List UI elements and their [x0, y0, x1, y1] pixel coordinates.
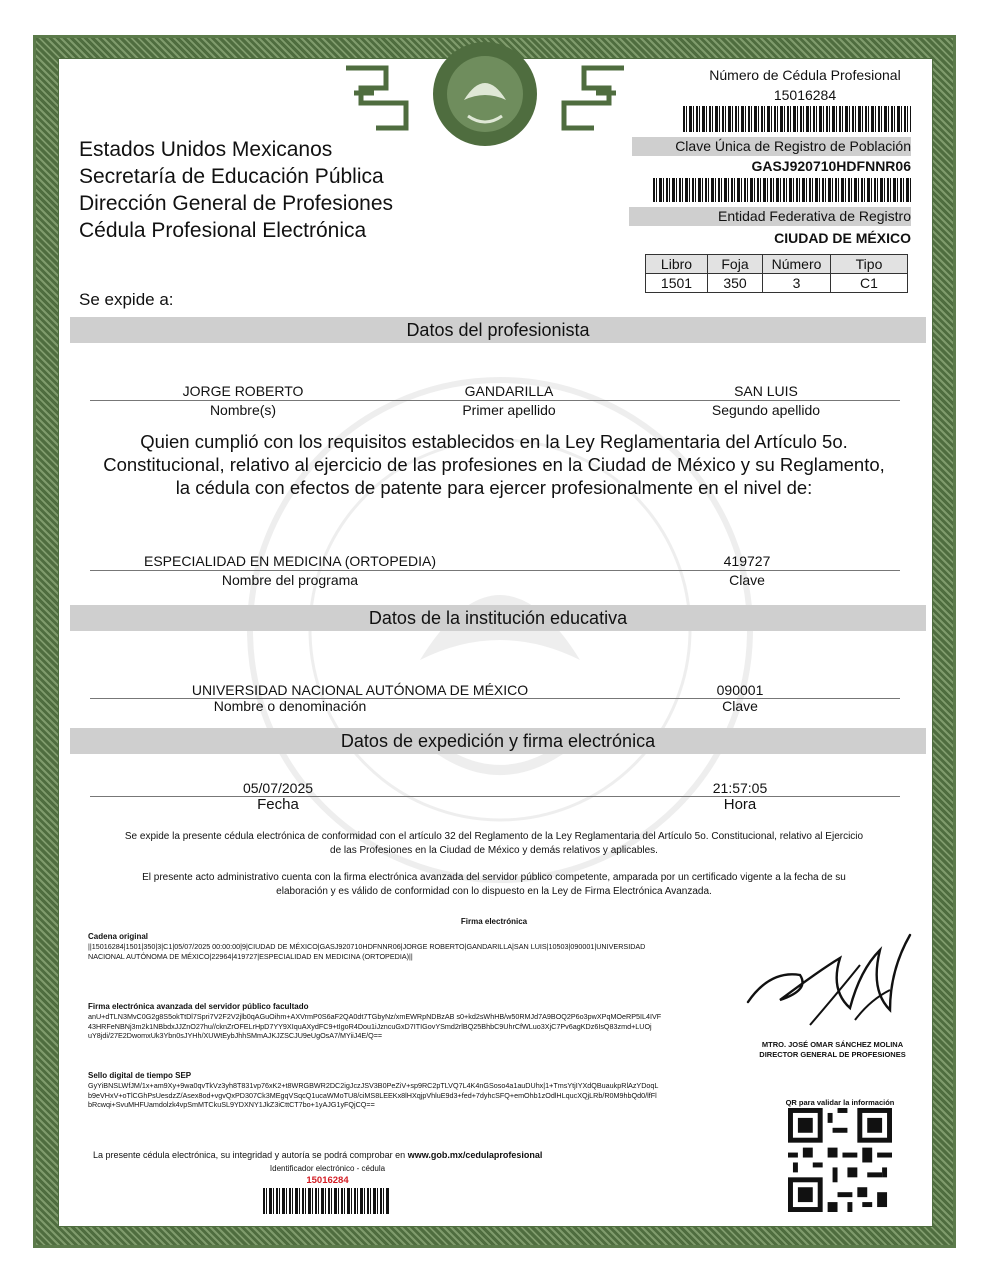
- avanzada-label: Firma electrónica avanzada del servidor público facultado: [88, 1002, 309, 1011]
- requisitos-line: Quien cumplió con los requisitos establecidos en la Ley Reglamentaria del Artículo 5o.: [140, 431, 848, 452]
- divider: [90, 570, 900, 571]
- firma-avanzada: [88, 1012, 738, 1041]
- institucion-label: Nombre o denominación: [213, 698, 367, 714]
- curp-barcode: [653, 178, 911, 202]
- table-cell-numero: 3: [763, 274, 831, 293]
- header-titles: [79, 136, 393, 244]
- curp-value: GASJ920710HDFNNR06: [751, 158, 911, 174]
- cadena-label: Cadena original: [88, 932, 149, 941]
- cedula-barcode: [683, 106, 911, 132]
- nombre-label: Nombre(s): [209, 402, 277, 418]
- cadena-original: [88, 942, 728, 961]
- requisitos-text: [60, 430, 928, 499]
- nombre-value: JORGE ROBERTO: [182, 383, 304, 399]
- entity-label: Entidad Federativa de Registro: [629, 207, 911, 226]
- header-line-document-type: Cédula Profesional Electrónica: [79, 219, 367, 242]
- legal-line: elaboración y es válido de conformidad con lo dispuesto en la Ley de Firma Electrónica Avanzada.: [276, 885, 712, 897]
- section-expedicion: Datos de expedición y firma electrónica: [70, 728, 926, 754]
- signer-title: DIRECTOR GENERAL DE PROFESIONES: [759, 1050, 906, 1059]
- header-line-directorate: Dirección General de Profesiones: [79, 192, 393, 215]
- verify-prefix: La presente cédula electrónica, su integridad y autoría se podrá comprobar en: [93, 1150, 406, 1160]
- verify-text: [93, 1150, 542, 1160]
- sello-digital: [88, 1081, 738, 1110]
- sello-line: b9eVHxV+oTlCGhPsUesdzZ/Asex8od+vgvQxPD307Ck3MEgqVSqcQ1ucaWMoTU8/ciMS8LEEKx8lHXqjpVhluE9d3+fed+7dyhcSFQ+emOhb1zOdlHLqucXQjLRb/R0M9hbQd0/lfFl: [88, 1090, 657, 1100]
- legal-line: de las Profesiones en la Ciudad de México y demás relativos y aplicables.: [330, 844, 658, 856]
- qr-label: QR para validar la información: [785, 1098, 895, 1107]
- signer-block: [740, 1040, 925, 1060]
- requisitos-line: Constitucional, relativo al ejercicio de las profesiones en la Ciudad de México y su Reglamento,: [103, 454, 885, 475]
- sello-line: bRcwqi+SvuMHFUamdolzk4vpSmMTCkuSL9YDXNY1JkZ3iCttCT7bo+1yAJG1yFQjCQ==: [88, 1100, 375, 1110]
- signer-name: MTRO. JOSÉ OMAR SÁNCHEZ MOLINA: [761, 1040, 904, 1049]
- firma-line: 43HRFeNBNj3m2k1NBbdxJJZnO27hu//cknZrOFELrHpD7YY9XIquAXydFC9+tIgoR4Dou1iJzncuGxD7ITIGovYSmd2rlBQ25BhbC9UhrCfWLuo3XjC7Pv6agKDz6IsQ83zmd+LUOj: [88, 1021, 652, 1031]
- table-header-numero: Número: [763, 255, 831, 274]
- se-expide-label: Se expide a:: [79, 290, 174, 309]
- table-cell-tipo: C1: [831, 274, 908, 293]
- table-header-foja: Foja: [708, 255, 763, 274]
- fecha-value: 05/07/2025: [242, 780, 314, 796]
- cedula-number: 15016284: [773, 87, 837, 103]
- primer-apellido-label: Primer apellido: [462, 402, 556, 418]
- header-line-secretariat: Secretaría de Educación Pública: [79, 165, 384, 188]
- verify-url[interactable]: www.gob.mx/cedulaprofesional: [407, 1150, 543, 1160]
- programa-clave-label: Clave: [729, 572, 765, 588]
- institucion-clave-label: Clave: [722, 698, 758, 714]
- legal-paragraph-2: [70, 871, 918, 898]
- cadena-line: ||15016284|1501|350|3|C1|05/07/2025 00:00:00|9|CIUDAD DE MÉXICO|GASJ920710HDFNNR06|JORGE ROBERTO|GANDARILLA|SAN LUIS|10503|090001|UNIVERSIDAD: [88, 942, 646, 951]
- firma-line: uY8jdi/27E2DwomxUk3Ybn0sJYHh/XUWtEybJhhSMmAJKJZSCJU9eUgOsA7/MYiiJ4E/Q==: [88, 1031, 383, 1041]
- table-header-tipo: Tipo: [831, 255, 908, 274]
- table-cell-libro: 1501: [646, 274, 708, 293]
- curp-label: Clave Única de Registro de Población: [632, 137, 911, 156]
- divider: [90, 400, 900, 401]
- national-seal-icon: [336, 38, 634, 148]
- sello-line: GyYiBNSLWfJM/1x+am9Xy+9wa0qvTkVz3yh8T831vp76xK2+t8WRGBWR2DC2igJczJSV3B0PeZiV+sp9RC2pTLVQ7L4K4nGSoso4a1auDUhx|1+TmsYtjIYXdQBuaukpRlAzYDoqL: [88, 1081, 659, 1090]
- legal-line: Se expide la presente cédula electrónica de conformidad con el artículo 32 del Reglamento de la Ley Reglamentaria del Artículo 5o. Constitucional, relativo al Ejercicio: [124, 831, 864, 842]
- id-barcode: [263, 1188, 389, 1214]
- requisitos-line: la cédula con efectos de patente para ejercer profesionalmente en el nivel de:: [175, 477, 813, 498]
- table-header-libro: Libro: [646, 255, 708, 274]
- institucion-clave-value: 090001: [716, 682, 764, 698]
- segundo-apellido-value: SAN LUIS: [734, 383, 798, 399]
- firma-title: Firma electrónica: [460, 917, 528, 926]
- registry-table: [645, 254, 908, 293]
- institucion-value: UNIVERSIDAD NACIONAL AUTÓNOMA DE MÉXICO: [191, 682, 529, 698]
- sello-label: Sello digital de tiempo SEP: [88, 1071, 192, 1080]
- qr-code-icon[interactable]: [788, 1108, 892, 1212]
- primer-apellido-value: GANDARILLA: [464, 383, 554, 399]
- handwritten-signature: [740, 930, 915, 1040]
- section-institucion: Datos de la institución educativa: [70, 605, 926, 631]
- hora-value: 21:57:05: [712, 780, 768, 796]
- programa-label: Nombre del programa: [221, 572, 359, 588]
- programa-clave-value: 419727: [723, 553, 771, 569]
- cadena-line: NACIONAL AUTÓNOMA DE MÉXICO|22964|419727|ESPECIALIDAD EN MEDICINA (ORTOPEDIA)||: [88, 951, 413, 961]
- legal-paragraph-1: [70, 830, 918, 857]
- table-cell-foja: 350: [708, 274, 763, 293]
- firma-line: anU+dTLN3MvC0G2g8S5okTtDl7Spri7V2F2V2jlb0qAGuOihm+AXVrmP0S6aF2QA0dt7TGbyNz/xmEWRpNDBzAB s0+kd2sWhHB/w50RMJd7A9BOQ2P6o3pwXPqMOeRP5IL4IVF: [88, 1012, 662, 1021]
- entity-value: CIUDAD DE MÉXICO: [774, 230, 911, 246]
- programa-value: ESPECIALIDAD EN MEDICINA (ORTOPEDIA): [144, 553, 436, 569]
- header-line-country: Estados Unidos Mexicanos: [79, 138, 333, 161]
- id-value: 15016284: [306, 1175, 349, 1186]
- hora-label: Hora: [723, 796, 757, 813]
- legal-line: El presente acto administrativo cuenta con la firma electrónica avanzada del servidor público competente, amparada por un certificado vigente a la fecha de su: [142, 872, 846, 883]
- segundo-apellido-label: Segundo apellido: [711, 402, 821, 418]
- section-profesionista: Datos del profesionista: [70, 317, 926, 343]
- fecha-label: Fecha: [257, 796, 299, 813]
- cedula-number-label: Número de Cédula Profesional: [709, 67, 901, 83]
- id-label: Identificador electrónico - cédula: [269, 1164, 386, 1173]
